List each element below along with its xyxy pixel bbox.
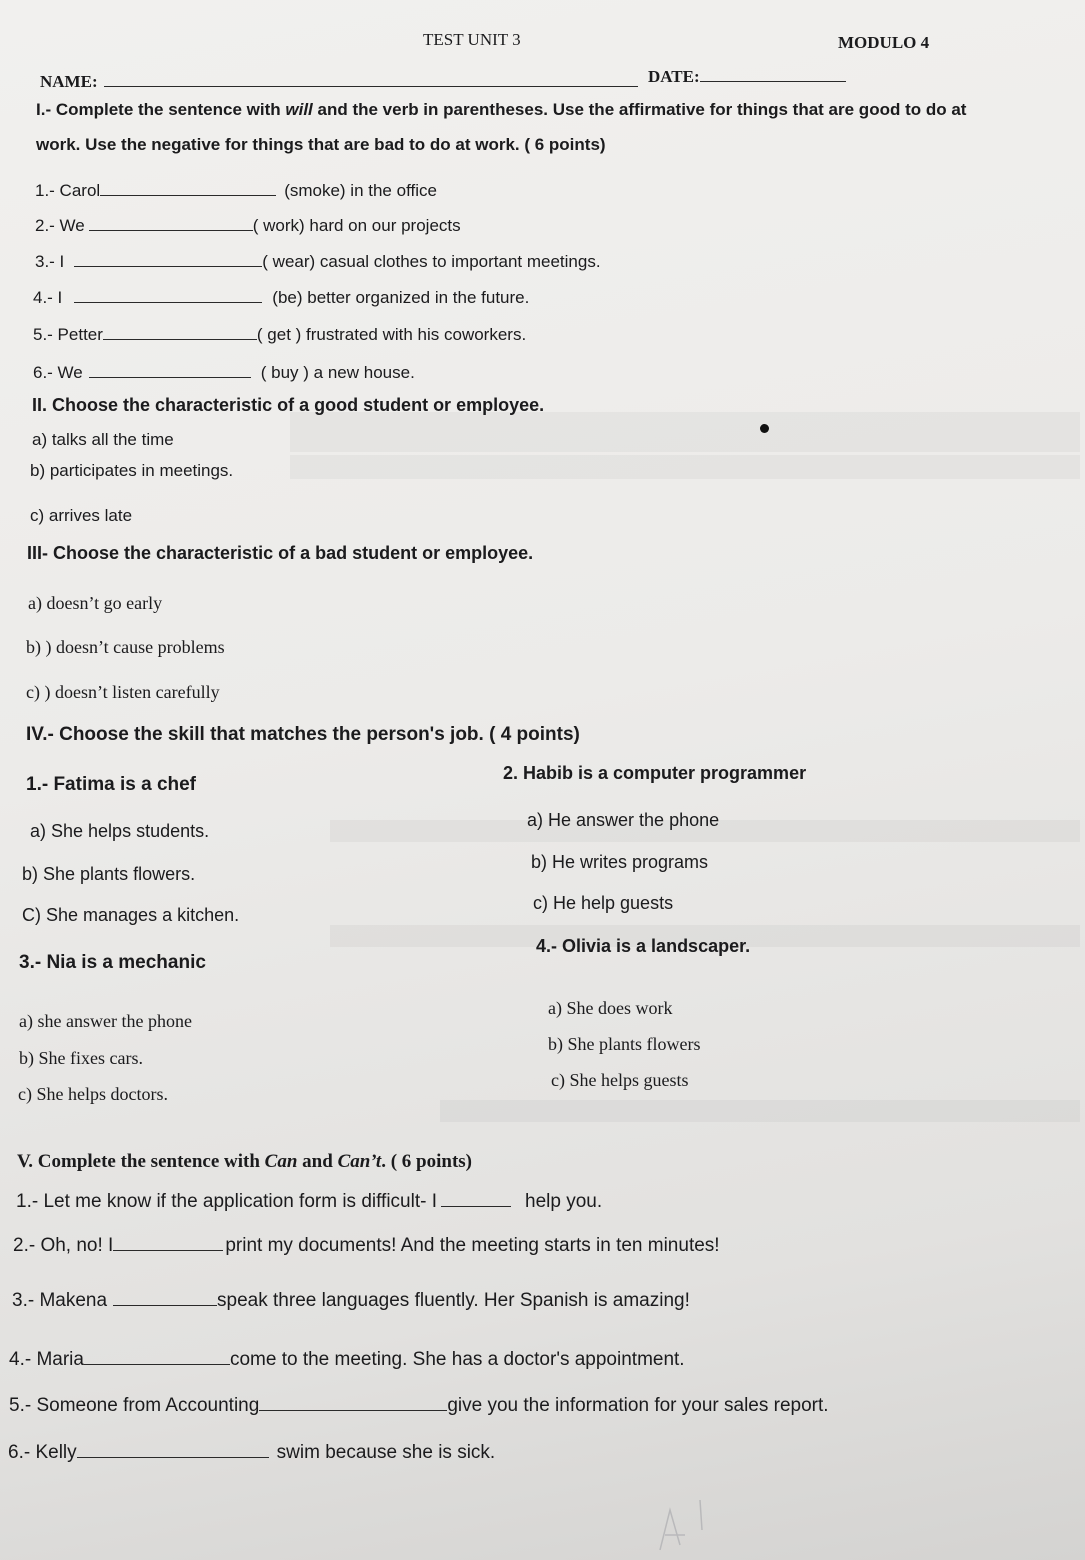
q3-option-b[interactable]: b) She fixes cars. xyxy=(19,1048,143,1068)
item-subject: 1.- Carol xyxy=(35,181,101,200)
answer-blank[interactable] xyxy=(113,1287,217,1306)
name-blank[interactable] xyxy=(104,68,638,87)
q2-option-c[interactable]: c) He help guests xyxy=(533,893,674,913)
section2-option-c[interactable]: c) arrives late xyxy=(30,506,133,525)
q2-option-a[interactable]: a) He answer the phone xyxy=(527,810,720,830)
name-row xyxy=(40,68,638,92)
q3-option-a[interactable]: a) she answer the phone xyxy=(19,1011,192,1031)
section5-item-3 xyxy=(12,1287,690,1312)
test-title: TEST UNIT 3 xyxy=(423,30,521,49)
item-verb: ( work) hard on our projects xyxy=(252,216,461,235)
ink-dot xyxy=(760,424,769,433)
item-after: give you the information for your sales report. xyxy=(447,1395,829,1416)
bleed-shading xyxy=(290,455,1080,479)
item-after: help you. xyxy=(525,1191,603,1212)
q2-title: 2. Habib is a computer programmer xyxy=(503,763,807,783)
section1-item-1 xyxy=(35,177,437,201)
answer-blank[interactable] xyxy=(103,321,257,340)
title-can: Can xyxy=(264,1151,298,1172)
section1-instruction-line1 xyxy=(36,100,966,120)
module-label: MODULO 4 xyxy=(838,33,930,52)
section5-title xyxy=(17,1151,472,1173)
title-text: . ( 6 points) xyxy=(381,1151,472,1172)
answer-blank[interactable] xyxy=(89,359,251,378)
section5-item-6 xyxy=(8,1439,495,1464)
pencil-scribble xyxy=(640,1490,750,1560)
date-blank[interactable] xyxy=(700,63,846,82)
section1-item-6 xyxy=(33,359,415,383)
item-verb: (smoke) in the office xyxy=(284,181,437,200)
q2-option-b[interactable]: b) He writes programs xyxy=(531,852,709,872)
section1-item-2 xyxy=(35,212,461,236)
section1-item-4 xyxy=(33,284,529,308)
bleed-shading xyxy=(440,1100,1080,1122)
section4-title: IV.- Choose the skill that matches the person's job. ( 4 points) xyxy=(26,724,580,745)
item-after: come to the meeting. She has a doctor's appointment. xyxy=(229,1349,685,1370)
section5-item-1 xyxy=(16,1188,602,1213)
instruction-will: will xyxy=(285,100,313,119)
answer-blank[interactable] xyxy=(84,1346,230,1365)
item-subject: 6.- We xyxy=(33,363,83,382)
instruction-text: I.- Complete the sentence with xyxy=(36,100,286,119)
section3-title: III- Choose the characteristic of a bad student or employee. xyxy=(27,543,534,563)
item-verb: ( get ) frustrated with his coworkers. xyxy=(256,325,527,344)
date-row xyxy=(648,63,846,87)
bleed-shading xyxy=(290,412,1080,452)
item-before: 3.- Makena xyxy=(12,1290,108,1311)
answer-blank[interactable] xyxy=(89,212,253,231)
q3-title: 3.- Nia is a mechanic xyxy=(19,952,206,973)
item-before: 2.- Oh, no! I xyxy=(13,1235,114,1256)
section1-item-3 xyxy=(35,248,601,272)
item-subject: 3.- I xyxy=(35,252,65,271)
section5-item-2 xyxy=(13,1232,720,1257)
item-before: 5.- Someone from Accounting xyxy=(9,1395,260,1416)
answer-blank[interactable] xyxy=(100,177,276,196)
item-verb: (be) better organized in the future. xyxy=(272,288,530,307)
q4-title: 4.- Olivia is a landscaper. xyxy=(536,936,751,956)
section3-option-b[interactable]: b) ) doesn’t cause problems xyxy=(26,637,225,657)
answer-blank[interactable] xyxy=(74,284,262,303)
q1-option-b[interactable]: b) She plants flowers. xyxy=(22,864,196,884)
item-after: print my documents! And the meeting starts in ten minutes! xyxy=(225,1235,720,1256)
section1-item-5 xyxy=(33,321,526,345)
section5-item-4 xyxy=(9,1346,685,1371)
date-label: DATE: xyxy=(648,67,700,86)
item-subject: 4.- I xyxy=(33,288,63,307)
q1-option-a[interactable]: a) She helps students. xyxy=(30,821,210,841)
q1-title: 1.- Fatima is a chef xyxy=(26,774,197,795)
item-before: 4.- Maria xyxy=(9,1349,84,1370)
q4-option-b[interactable]: b) She plants flowers xyxy=(548,1034,701,1054)
title-text: V. Complete the sentence with xyxy=(17,1151,265,1172)
title-cant: Can’t xyxy=(337,1151,382,1172)
item-before: 6.- Kelly xyxy=(8,1442,77,1463)
section3-option-a[interactable]: a) doesn’t go early xyxy=(28,593,163,613)
q1-option-c[interactable]: C) She manages a kitchen. xyxy=(22,905,240,925)
item-verb: ( buy ) a new house. xyxy=(260,363,415,382)
section1-instruction-line2: work. Use the negative for things that are bad to do at work. ( 6 points) xyxy=(36,135,606,154)
answer-blank[interactable] xyxy=(441,1188,511,1207)
item-after: swim because she is sick. xyxy=(276,1442,496,1463)
item-after: speak three languages fluently. Her Spanish is amazing! xyxy=(217,1290,690,1311)
answer-blank[interactable] xyxy=(259,1392,447,1411)
section2-option-b[interactable]: b) participates in meetings. xyxy=(30,461,234,480)
title-text: and xyxy=(297,1151,338,1172)
item-before: 1.- Let me know if the application form is difficult- I xyxy=(16,1191,437,1212)
item-subject: 5.- Petter xyxy=(33,325,103,344)
q4-option-c[interactable]: c) She helps guests xyxy=(551,1070,689,1090)
item-verb: ( wear) casual clothes to important meetings. xyxy=(262,252,601,271)
name-label: NAME: xyxy=(40,72,98,91)
answer-blank[interactable] xyxy=(74,248,262,267)
answer-blank[interactable] xyxy=(113,1232,223,1251)
q3-option-c[interactable]: c) She helps doctors. xyxy=(18,1084,168,1104)
section2-title: II. Choose the characteristic of a good student or employee. xyxy=(32,395,545,415)
item-subject: 2.- We xyxy=(35,216,85,235)
section3-option-c[interactable]: c) ) doesn’t listen carefully xyxy=(26,682,220,702)
section2-option-a[interactable]: a) talks all the time xyxy=(32,430,174,449)
section5-item-5 xyxy=(9,1392,829,1417)
answer-blank[interactable] xyxy=(77,1439,269,1458)
instruction-text: and the verb in parentheses. Use the affirmative for things that are good to do at xyxy=(312,100,967,119)
q4-option-a[interactable]: a) She does work xyxy=(548,998,673,1018)
